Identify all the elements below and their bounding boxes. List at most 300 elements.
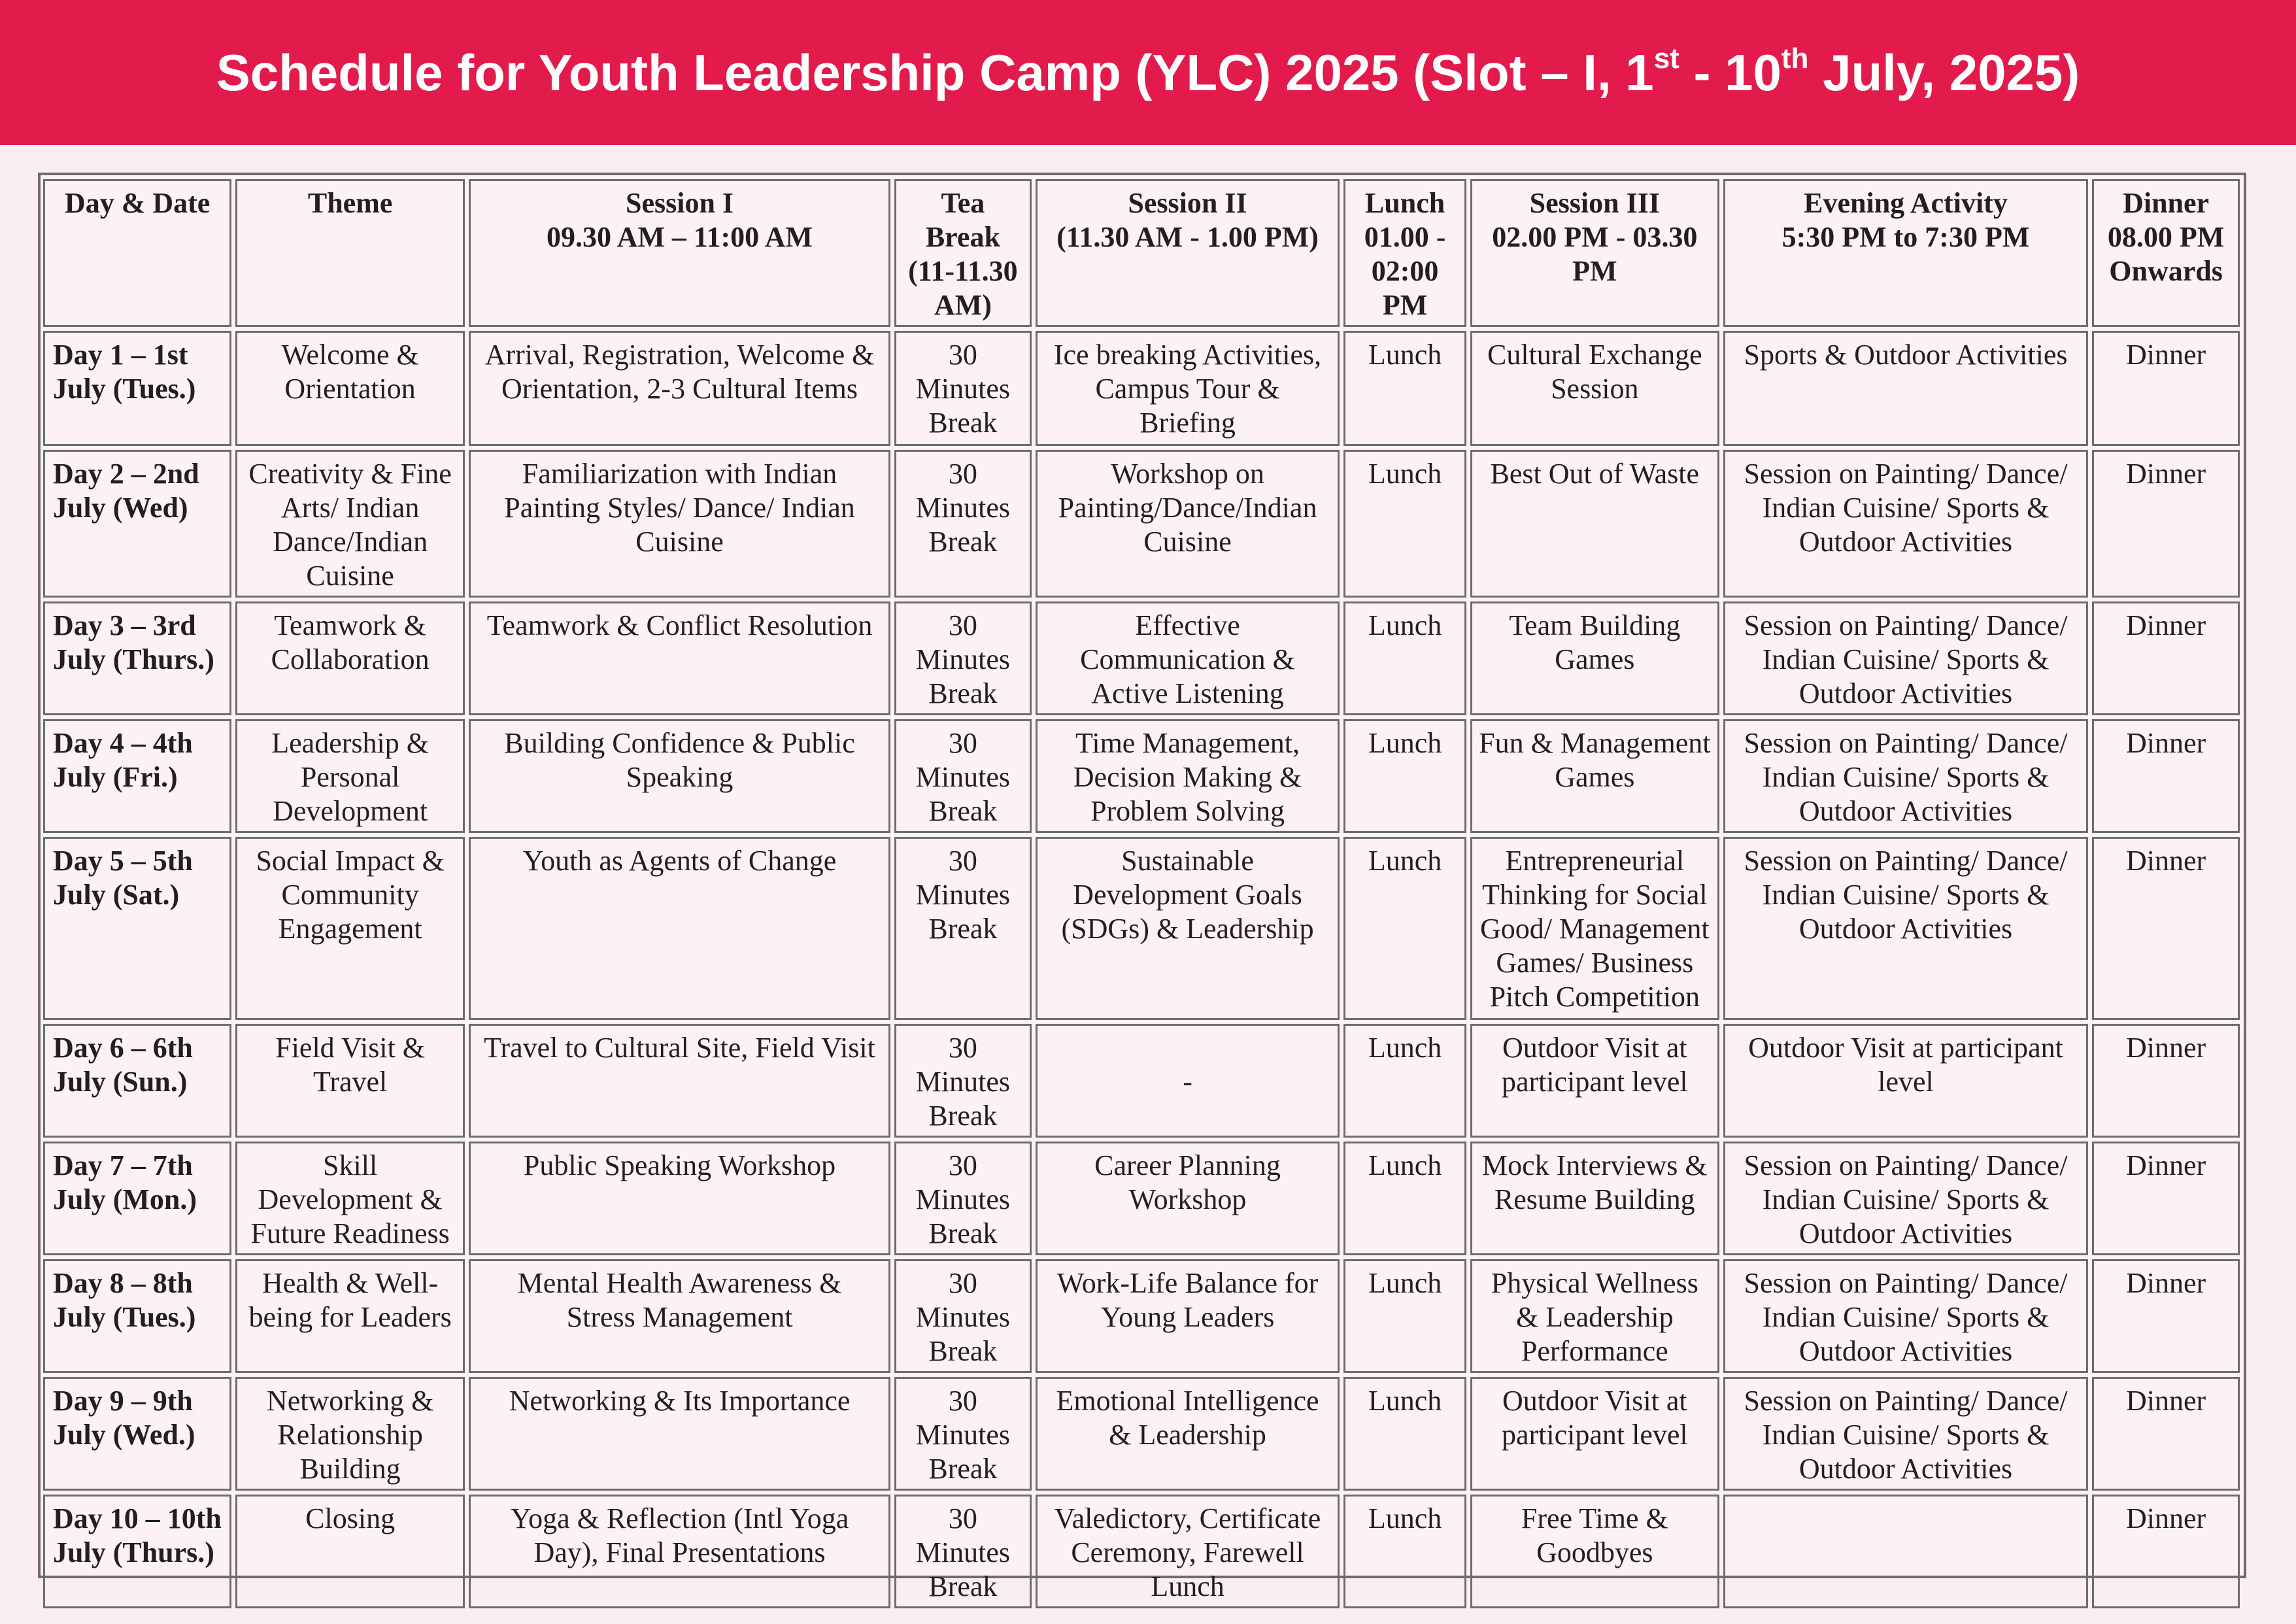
lunch-cell [1343,719,1466,833]
session-1-cell [469,331,890,446]
cell-line: Break [928,1100,998,1132]
session-3-cell [1470,1377,1719,1491]
day-date-cell [43,601,231,715]
cell-line: Indian Cuisine/ Sports & [1762,879,2050,911]
evening-activity-cell [1723,837,2088,1020]
cell-line: Field Visit & [275,1032,426,1064]
cell-line: Fun & Management [1479,727,1711,759]
cell-line: Ice breaking Activities, [1053,339,1322,371]
cell-line: Outdoor Activities [1798,795,2013,827]
tea-break-cell [894,1142,1032,1255]
cell-line: Free Time & [1521,1502,1668,1534]
cell-line: & Leadership [1109,1419,1266,1451]
cell-line: Minutes [915,1066,1010,1098]
cell-line: Theme [307,187,393,219]
cell-line: Communication & [1080,643,1295,675]
cell-line: Familiarization with Indian [522,458,837,490]
cell-line: Games/ Business [1496,947,1694,979]
cell-line: Dinner [2125,458,2206,490]
cell-line: Outdoor Visit at participant [1748,1032,2063,1064]
cell-line: Day & Date [64,187,211,219]
cell-line: Teamwork & Conflict Resolution [486,609,873,641]
cell-line: July (Tues.) [53,373,196,405]
table-row [43,601,2240,715]
session-2-cell [1036,837,1340,1020]
cell-line: Painting/Dance/Indian [1058,492,1317,524]
session-2-cell [1036,1495,1340,1608]
cell-line: Minutes [915,373,1010,405]
cell-line: - [1183,1066,1192,1098]
cell-line: Travel to Cultural Site, Field Visit [484,1032,875,1064]
cell-line: Welcome & [281,339,419,371]
cell-line: Outdoor Activities [1798,1217,2013,1249]
cell-line: Building [299,1453,401,1485]
cell-line: 01.00 - [1364,221,1446,253]
cell-line: Problem Solving [1090,795,1285,827]
cell-line: & Leadership [1515,1301,1674,1333]
tea-break-cell [894,601,1032,715]
cell-line: Lunch [1151,1570,1224,1602]
session-2-cell [1036,1259,1340,1373]
cell-line: Cuisine [635,526,724,558]
cell-line: Orientation [284,373,416,405]
session-2-cell [1036,1024,1340,1138]
cell-line: Work-Life Balance for [1056,1267,1319,1299]
cell-line: Outdoor Activities [1798,677,2013,709]
cell-line: Session [1551,373,1639,405]
day-date-cell [43,331,231,446]
cell-line: Indian Cuisine/ Sports & [1762,1301,2050,1333]
cell-line: Day 5 – 5th [53,845,193,877]
cell-line: Dinner [2125,1385,2206,1417]
cell-line: Session on Painting/ Dance/ [1744,1267,2068,1299]
session-3-cell [1470,1024,1719,1138]
cell-line: Session on Painting/ Dance/ [1744,727,2068,759]
dinner-cell [2092,837,2240,1020]
cell-line: Dinner [2125,609,2206,641]
cell-line: level [1878,1066,1934,1098]
dinner-cell [2092,1142,2240,1255]
session-3-cell [1470,1259,1719,1373]
cell-line: Indian Cuisine/ Sports & [1762,492,2050,524]
day-date-cell [43,450,231,598]
cell-line: Youth as Agents of Change [522,845,837,877]
session-1-cell [469,1024,890,1138]
cell-line: Games [1555,761,1635,793]
cell-line: Dance/Indian [273,526,428,558]
cell-line: 30 [948,1032,977,1064]
cell-line: 30 [948,1149,977,1181]
cell-line: Outdoor Activities [1798,526,2013,558]
page-title: Schedule for Youth Leadership Camp (YLC) 2025 (Slot – I, 1st - 10th July, 2025) [216,42,2080,101]
cell-line: PM [1382,289,1428,321]
theme-cell [235,1495,465,1608]
cell-line: Orientation, 2-3 Cultural Items [501,373,858,405]
theme-cell [235,1377,465,1491]
session-2-cell [1036,601,1340,715]
cell-line: Session on Painting/ Dance/ [1744,1149,2068,1181]
lunch-cell [1343,1142,1466,1255]
cell-line: 30 [948,609,977,641]
cell-line: participant level [1501,1419,1688,1451]
cell-line: Relationship [277,1419,423,1451]
cell-line: Day 2 – 2nd [53,458,199,490]
cell-line: Outdoor Visit at [1502,1032,1687,1064]
cell-line: Lunch [1364,187,1445,219]
cell-line: 09.30 AM – 11:00 AM [547,221,813,253]
cell-line: (11-11.30 [908,255,1018,287]
cell-line: Dinner [2125,1032,2206,1064]
cell-line: Outdoor Activities [1798,913,2013,945]
cell-line: Dinner [2125,845,2206,877]
day-date-cell [43,837,231,1020]
cell-line: Effective [1135,609,1240,641]
cell-line: participant level [1501,1066,1688,1098]
cell-line: (SDGs) & Leadership [1061,913,1314,945]
cell-line: Resume Building [1494,1183,1695,1215]
cell-line: Session II [1128,187,1247,219]
lunch-cell [1343,1495,1466,1608]
dinner-cell [2092,1377,2240,1491]
cell-line: Lunch [1368,1502,1442,1534]
cell-line: Dinner [2123,187,2210,219]
cell-line: Break [928,1217,998,1249]
cell-line: Valedictory, Certificate [1054,1502,1321,1534]
cell-line: Future Readiness [250,1217,450,1249]
cell-line: Dinner [2125,339,2206,371]
lunch-cell [1343,1024,1466,1138]
evening-activity-cell [1723,1377,2088,1491]
cell-line: July (Tues.) [53,1301,196,1333]
cell-line: Sports & Outdoor Activities [1744,339,2068,371]
cell-line: Break [928,1570,998,1602]
header-lunch [1343,179,1466,327]
dinner-cell [2092,450,2240,598]
cell-line: Tea [941,187,985,219]
cell-line: Onwards [2109,255,2223,287]
theme-cell [235,450,465,598]
cell-line: Session on Painting/ Dance/ [1744,845,2068,877]
cell-line: Lunch [1368,339,1442,371]
cell-line: Cultural Exchange [1487,339,1702,371]
cell-line: Outdoor Activities [1798,1335,2013,1367]
cell-line: Mock Interviews & [1482,1149,1708,1181]
cell-line: July (Wed) [53,492,188,524]
cell-line: PM [1572,255,1617,287]
cell-line: Break [925,221,1000,253]
tea-break-cell [894,331,1032,446]
cell-line: Engagement [278,913,422,945]
table-row [43,1259,2240,1373]
cell-line: Minutes [915,1536,1010,1568]
cell-line: Arts/ Indian [280,492,420,524]
session-2-cell [1036,331,1340,446]
evening-activity-cell [1723,450,2088,598]
cell-line: Cuisine [1143,526,1232,558]
cell-line: Social Impact & [256,845,445,877]
cell-line: Creativity & Fine [248,458,452,490]
session-1-cell [469,837,890,1020]
session-3-cell [1470,1495,1719,1608]
header-day-date [43,179,231,327]
cell-line: Day 10 – 10th [53,1502,222,1534]
tea-break-cell [894,1024,1032,1138]
cell-line: Break [928,407,998,439]
session-2-cell [1036,1142,1340,1255]
theme-cell [235,601,465,715]
cell-line: Indian Cuisine/ Sports & [1762,643,2050,675]
session-3-cell [1470,1142,1719,1255]
cell-line: Networking & Its Importance [509,1385,851,1417]
cell-line: Day 4 – 4th [53,727,193,759]
cell-line: Minutes [915,761,1010,793]
cell-line: Session I [625,187,734,219]
cell-line: 30 [948,727,977,759]
table-row [43,331,2240,446]
cell-line: July (Mon.) [53,1183,197,1215]
tea-break-cell [894,1495,1032,1608]
header-evening-activity [1723,179,2088,327]
cell-line: Day 7 – 7th [53,1149,193,1181]
cell-line: Games [1555,643,1635,675]
day-date-cell [43,1142,231,1255]
session-1-cell [469,601,890,715]
title-banner [0,0,2296,145]
cell-line: Evening Activity [1804,187,2008,219]
cell-line: Networking & [266,1385,434,1417]
session-2-cell [1036,719,1340,833]
tea-break-cell [894,837,1032,1020]
cell-line: being for Leaders [248,1301,452,1333]
cell-line: Emotional Intelligence [1056,1385,1319,1417]
cell-line: Community [281,879,419,911]
cell-line: Dinner [2125,727,2206,759]
cell-line: Travel [312,1066,388,1098]
table-row [43,1142,2240,1255]
cell-line: Dinner [2125,1502,2206,1534]
cell-line: July (Fri.) [53,761,178,793]
cell-line: July (Thurs.) [53,643,214,675]
cell-line: Minutes [915,643,1010,675]
dinner-cell [2092,1259,2240,1373]
cell-line: Speaking [626,761,734,793]
dinner-cell [2092,1024,2240,1138]
cell-line: Briefing [1140,407,1236,439]
cell-line: 30 [948,1267,977,1299]
theme-cell [235,1024,465,1138]
cell-line: Stress Management [566,1301,793,1333]
cell-line: Development [273,795,428,827]
session-1-cell [469,1377,890,1491]
cell-line: Lunch [1368,1149,1442,1181]
cell-line: Lunch [1368,845,1442,877]
cell-line: Indian Cuisine/ Sports & [1762,761,2050,793]
cell-line: Lunch [1368,1385,1442,1417]
cell-line: Session on Painting/ Dance/ [1744,1385,2068,1417]
cell-line: Thinking for Social [1482,879,1708,911]
cell-line: July (Sat.) [53,879,180,911]
cell-line: Painting Styles/ Dance/ Indian [504,492,855,524]
header-session-1 [469,179,890,327]
header-session-2 [1036,179,1340,327]
session-1-cell [469,1259,890,1373]
tea-break-cell [894,1259,1032,1373]
cell-line: Session on Painting/ Dance/ [1744,458,2068,490]
cell-line: Minutes [915,1419,1010,1451]
cell-line: 30 [948,1502,977,1534]
evening-activity-cell [1723,1495,2088,1608]
cell-line: 5:30 PM to 7:30 PM [1781,221,2030,253]
theme-cell [235,331,465,446]
session-2-cell [1036,1377,1340,1491]
cell-line: Cuisine [306,560,394,592]
session-3-cell [1470,450,1719,598]
cell-line: Collaboration [271,643,430,675]
evening-activity-cell [1723,719,2088,833]
cell-line: Goodbyes [1536,1536,1653,1568]
day-date-cell [43,1495,231,1608]
cell-line: 30 [948,845,977,877]
session-2-cell [1036,450,1340,598]
cell-line: Development & [258,1183,443,1215]
cell-line: Ceremony, Farewell [1071,1536,1304,1568]
cell-line: Outdoor Visit at [1502,1385,1687,1417]
cell-line: Workshop [1128,1183,1247,1215]
cell-line: 30 [948,339,977,371]
cell-line: 08.00 PM [2107,221,2225,253]
cell-line: July (Wed.) [53,1419,195,1451]
cell-line: Good/ Management [1479,913,1710,945]
lunch-cell [1343,1259,1466,1373]
cell-line: Entrepreneurial [1505,845,1685,877]
lunch-cell [1343,837,1466,1020]
table-row [43,1024,2240,1138]
dinner-cell [2092,331,2240,446]
cell-line: 30 [948,1385,977,1417]
cell-line: Health & Well- [262,1267,439,1299]
cell-line: Day), Final Presentations [533,1536,826,1568]
day-date-cell [43,1259,231,1373]
schedule-table [39,175,2244,1612]
cell-line: 02:00 [1371,255,1439,287]
cell-line: Break [928,677,998,709]
cell-line: 30 [948,458,977,490]
table-row [43,719,2240,833]
cell-line: Lunch [1368,727,1442,759]
cell-line: AM) [934,289,992,321]
cell-line: Skill [323,1149,378,1181]
cell-line: Break [928,526,998,558]
cell-line: Dinner [2125,1267,2206,1299]
table-row [43,1495,2240,1608]
cell-line: Minutes [915,1301,1010,1333]
theme-cell [235,1259,465,1373]
evening-activity-cell [1723,1259,2088,1373]
cell-line: Break [928,795,998,827]
cell-line: (11.30 AM - 1.00 PM) [1056,221,1319,253]
cell-line: Day 6 – 6th [53,1032,193,1064]
tea-break-cell [894,1377,1032,1491]
lunch-cell [1343,601,1466,715]
cell-line: Teamwork & [274,609,426,641]
header-tea-break [894,179,1032,327]
session-3-cell [1470,837,1719,1020]
cell-line: Team Building [1509,609,1681,641]
cell-line: July (Thurs.) [53,1536,214,1568]
cell-line: Minutes [915,879,1010,911]
session-1-cell [469,450,890,598]
lunch-cell [1343,450,1466,598]
cell-line: Career Planning [1094,1149,1281,1181]
cell-line: Day 9 – 9th [53,1385,193,1417]
cell-line: Best Out of Waste [1490,458,1700,490]
cell-line: Development Goals [1073,879,1302,911]
table-row [43,450,2240,598]
evening-activity-cell [1723,601,2088,715]
cell-line: Physical Wellness [1491,1267,1698,1299]
cell-line: Lunch [1368,458,1442,490]
cell-line: Sustainable [1121,845,1254,877]
header-theme [235,179,465,327]
session-3-cell [1470,331,1719,446]
cell-line: Public Speaking Workshop [523,1149,836,1181]
session-3-cell [1470,719,1719,833]
schedule-body [43,331,2240,1608]
header-session-3 [1470,179,1719,327]
cell-line: Day 8 – 8th [53,1267,193,1299]
cell-line: Arrival, Registration, Welcome & [484,339,875,371]
cell-line: Minutes [915,492,1010,524]
tea-break-cell [894,719,1032,833]
cell-line: Mental Health Awareness & [517,1267,842,1299]
theme-cell [235,719,465,833]
cell-line: Lunch [1368,609,1442,641]
cell-line: Lunch [1368,1267,1442,1299]
dinner-cell [2092,601,2240,715]
cell-line: Outdoor Activities [1798,1453,2013,1485]
lunch-cell [1343,1377,1466,1491]
cell-line: Building Confidence & Public [504,727,855,759]
cell-line: Leadership & [271,727,429,759]
dinner-cell [2092,719,2240,833]
session-1-cell [469,1495,890,1608]
dinner-cell [2092,1495,2240,1608]
cell-line: Yoga & Reflection (Intl Yoga [510,1502,849,1534]
cell-line: Session on Painting/ Dance/ [1744,609,2068,641]
cell-line: Decision Making & [1073,761,1302,793]
cell-line: Lunch [1368,1032,1442,1064]
theme-cell [235,837,465,1020]
header-dinner [2092,179,2240,327]
day-date-cell [43,1024,231,1138]
evening-activity-cell [1723,1142,2088,1255]
tea-break-cell [894,450,1032,598]
cell-line: Session III [1529,187,1660,219]
cell-line: Break [928,1335,998,1367]
cell-line: Dinner [2125,1149,2206,1181]
cell-line: Performance [1521,1335,1668,1367]
cell-line: Day 3 – 3rd [53,609,196,641]
cell-line: Break [928,1453,998,1485]
table-row [43,1377,2240,1491]
cell-line: Indian Cuisine/ Sports & [1762,1183,2050,1215]
cell-line: Campus Tour & [1095,373,1280,405]
cell-line: Time Management, [1075,727,1300,759]
cell-line: Active Listening [1091,677,1284,709]
cell-line: Minutes [915,1183,1010,1215]
session-1-cell [469,1142,890,1255]
header-row [43,179,2240,327]
